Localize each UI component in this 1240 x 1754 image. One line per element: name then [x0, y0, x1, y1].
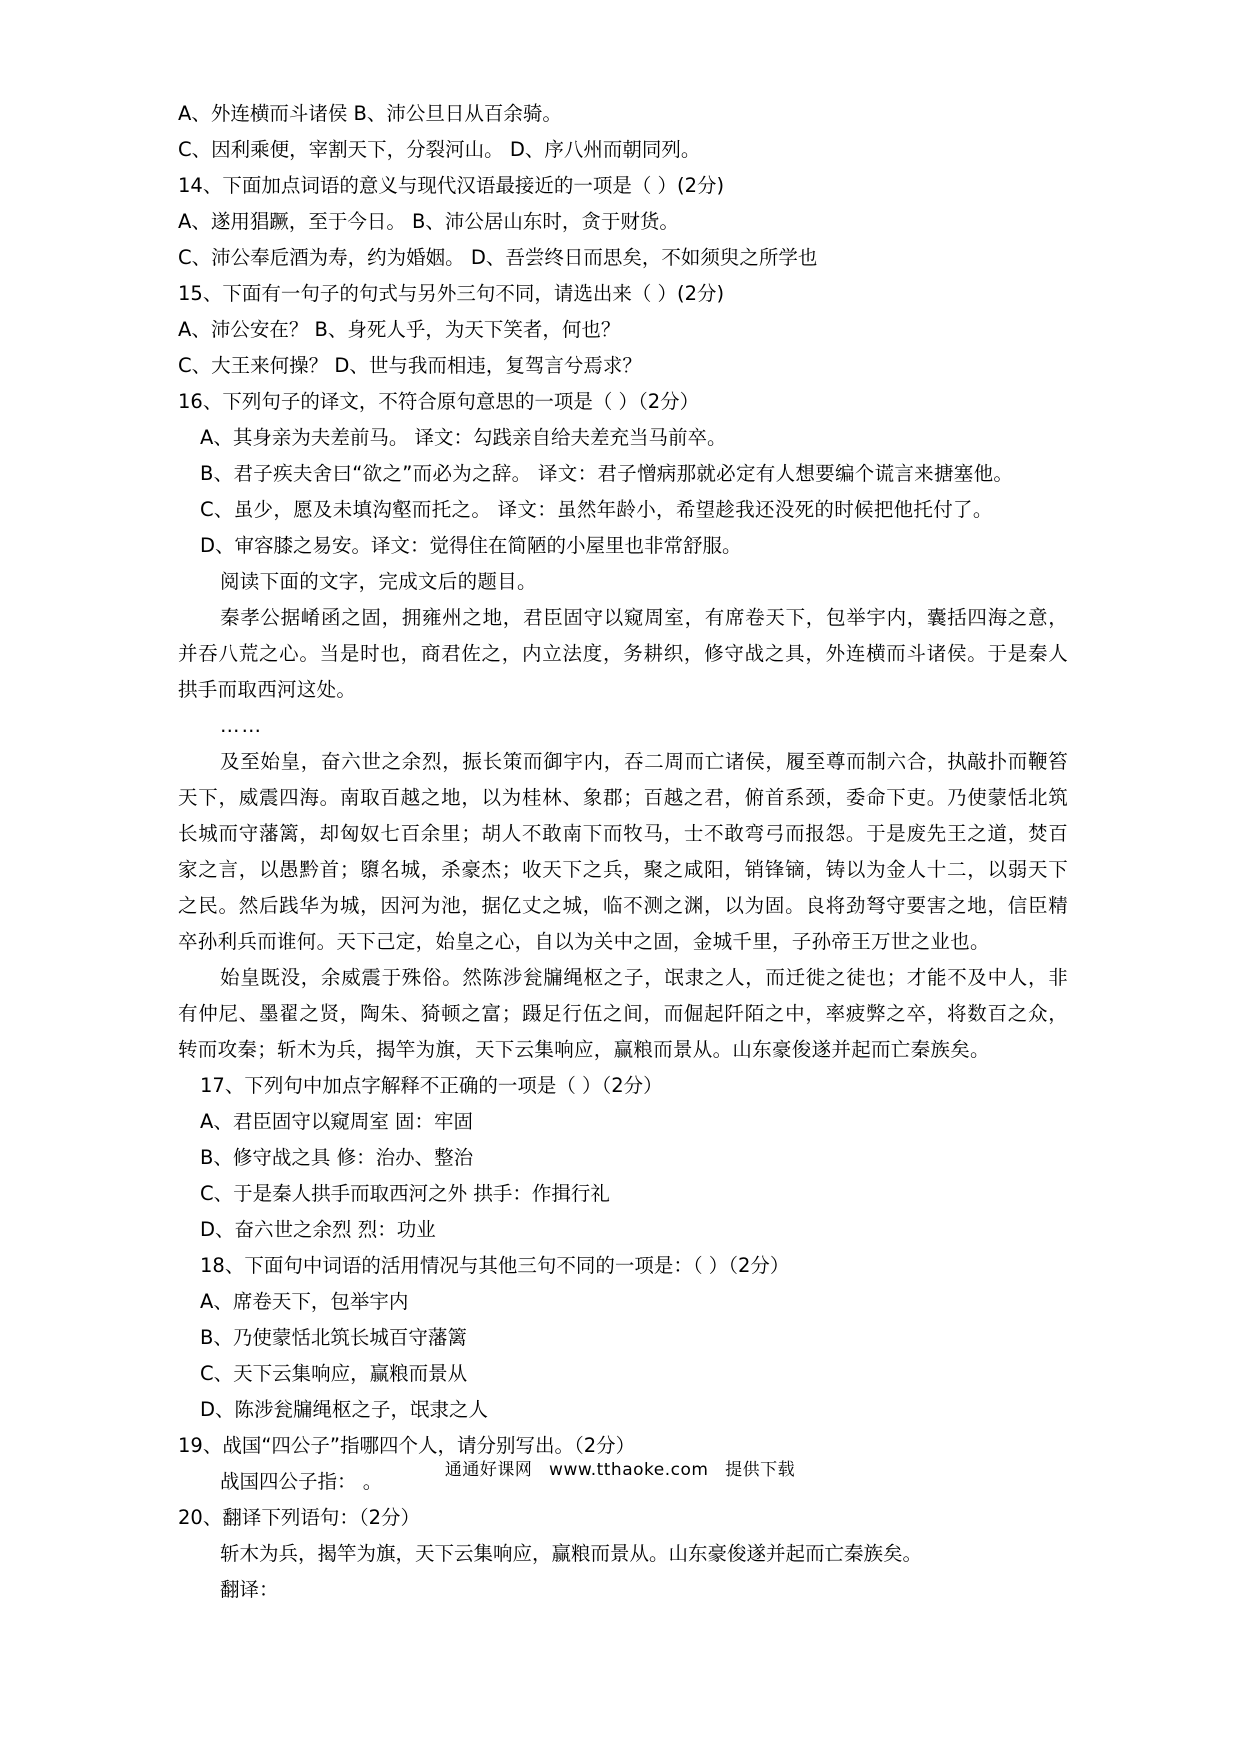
answer-option-d: D、陈涉瓮牖绳枢之子，氓隶之人 — [200, 1398, 489, 1421]
answer-option-b: B、修守战之具 修：治办、整治 — [200, 1146, 474, 1169]
question-16: 16、下列句子的译文，不符合原句意思的一项是（ ）（2分） — [178, 390, 700, 413]
answer-blank-19: 战国四公子指： 。 — [220, 1470, 383, 1493]
question-17: 17、下列句中加点字解释不正确的一项是（ ）（2分） — [200, 1074, 663, 1097]
question-19: 19、战国“四公子”指哪四个人，请分别写出。（2分） — [178, 1434, 636, 1457]
answer-option-b: B、乃使蒙恬北筑长城百守藩篱 — [200, 1326, 467, 1349]
passage-paragraph-2: 及至始皇，奋六世之余烈，振长策而御宇内，吞二周而亡诸侯，履至尊而制六合，执敲扑而鞭笞天下，威震四海。南取百越之地，以为桂林、象郡；百越之君，俯首系颈，委命下吏。乃使蒙恬北筑长城而守藩篱，却匈奴七百余里；胡人不敢南下而牧马，士不敢弯弓而报怨。于是废先王之道，焚百家之言，以愚黔首；隳名城，杀豪杰；收天下之兵，聚之咸阳，销锋镝，铸以为金人十二，以弱天下之民。然后践华为城，因河为池，据亿丈之城，临不测之渊，以为固。良将劲弩守要害之地，信臣精卒孙利兵而谁何。天下己定，始皇之心，自以为关中之固，金城千里，子孙帝王万世之业也。 — [178, 750, 1068, 953]
passage-ellipsis: …… — [220, 714, 263, 737]
answer-option-b: B、君子疾夫舍曰“欲之”而必为之辞。 译文：君子憎病那就必定有人想要编个谎言来搪塞他。 — [200, 462, 1014, 485]
answer-option-c: C、天下云集响应，赢粮而景从 — [200, 1362, 468, 1385]
question-18: 18、下面句中词语的活用情况与其他三句不同的一项是：（ ）（2分） — [200, 1254, 790, 1277]
question-14: 14、下面加点词语的意义与现代汉语最接近的一项是（ ）(2分) — [178, 174, 725, 197]
page-footer — [0, 1455, 1240, 1480]
document-body — [178, 96, 1068, 1608]
answer-option-d: D、奋六世之余烈 烈：功业 — [200, 1218, 436, 1241]
passage-paragraph-3: 始皇既没，余威震于殊俗。然陈涉瓮牖绳枢之子，氓隶之人，而迁徙之徒也；才能不及中人，非有仲尼、墨翟之贤，陶朱、猗顿之富；蹑足行伍之间，而倔起阡陌之中，率疲弊之卒，将数百之众，转而攻秦；斩木为兵，揭竿为旗，天下云集响应，赢粮而景从。山东豪俊遂并起而亡秦族矣。 — [178, 966, 1068, 1061]
translation-source-sentence: 斩木为兵，揭竿为旗，天下云集响应，赢粮而景从。山东豪俊遂并起而亡秦族矣。 — [220, 1542, 923, 1565]
answer-options: C、沛公奉卮酒为寿，约为婚姻。 D、吾尝终日而思矣，不如须臾之所学也 — [178, 246, 818, 269]
answer-options: A、外连横而斗诸侯 B、沛公旦日从百余骑。 — [178, 102, 562, 125]
footer-url: www.tthaoke.com — [549, 1460, 709, 1480]
answer-option-a: A、席卷天下，包举宇内 — [200, 1290, 409, 1313]
answer-options: A、遂用猖蹶，至于今日。 B、沛公居山东时，贪于财货。 — [178, 210, 679, 233]
answer-option-c: C、虽少，愿及未填沟壑而托之。 译文：虽然年龄小，希望趁我还没死的时候把他托付了。 — [200, 498, 993, 521]
question-15: 15、下面有一句子的句式与另外三句不同，请选出来（ ）(2分) — [178, 282, 725, 305]
answer-options: A、沛公安在？ B、身死人乎，为天下笑者，何也？ — [178, 318, 621, 341]
reading-instruction: 阅读下面的文字，完成文后的题目。 — [220, 570, 537, 593]
passage-paragraph-1: 秦孝公据崤函之固，拥雍州之地，君臣固守以窥周室，有席卷天下，包举宇内，囊括四海之意，并吞八荒之心。当是时也，商君佐之，内立法度，务耕织，修守战之具，外连横而斗诸侯。于是秦人拱手而取西河这处。 — [178, 606, 1068, 701]
footer-note: 提供下载 — [725, 1460, 796, 1480]
answer-options: A、其身亲为夫差前马。 译文：勾践亲自给夫差充当马前卒。 — [200, 426, 727, 449]
footer-site-name: 通通好课网 — [444, 1460, 533, 1480]
answer-options: C、因利乘便，宰割天下，分裂河山。 D、序八州而朝同列。 — [178, 138, 701, 161]
answer-option-a: A、君臣固守以窥周室 固：牢固 — [200, 1110, 474, 1133]
question-20: 20、翻译下列语句：（2分） — [178, 1506, 420, 1529]
answer-option-d: D、审容膝之易安。译文：觉得住在简陋的小屋里也非常舒服。 — [200, 534, 742, 557]
answer-blank-20: 翻译： — [220, 1578, 279, 1601]
answer-option-c: C、于是秦人拱手而取西河之外 拱手：作揖行礼 — [200, 1182, 610, 1205]
answer-options: C、大王来何操？ D、世与我而相违，复驾言兮焉求？ — [178, 354, 642, 377]
